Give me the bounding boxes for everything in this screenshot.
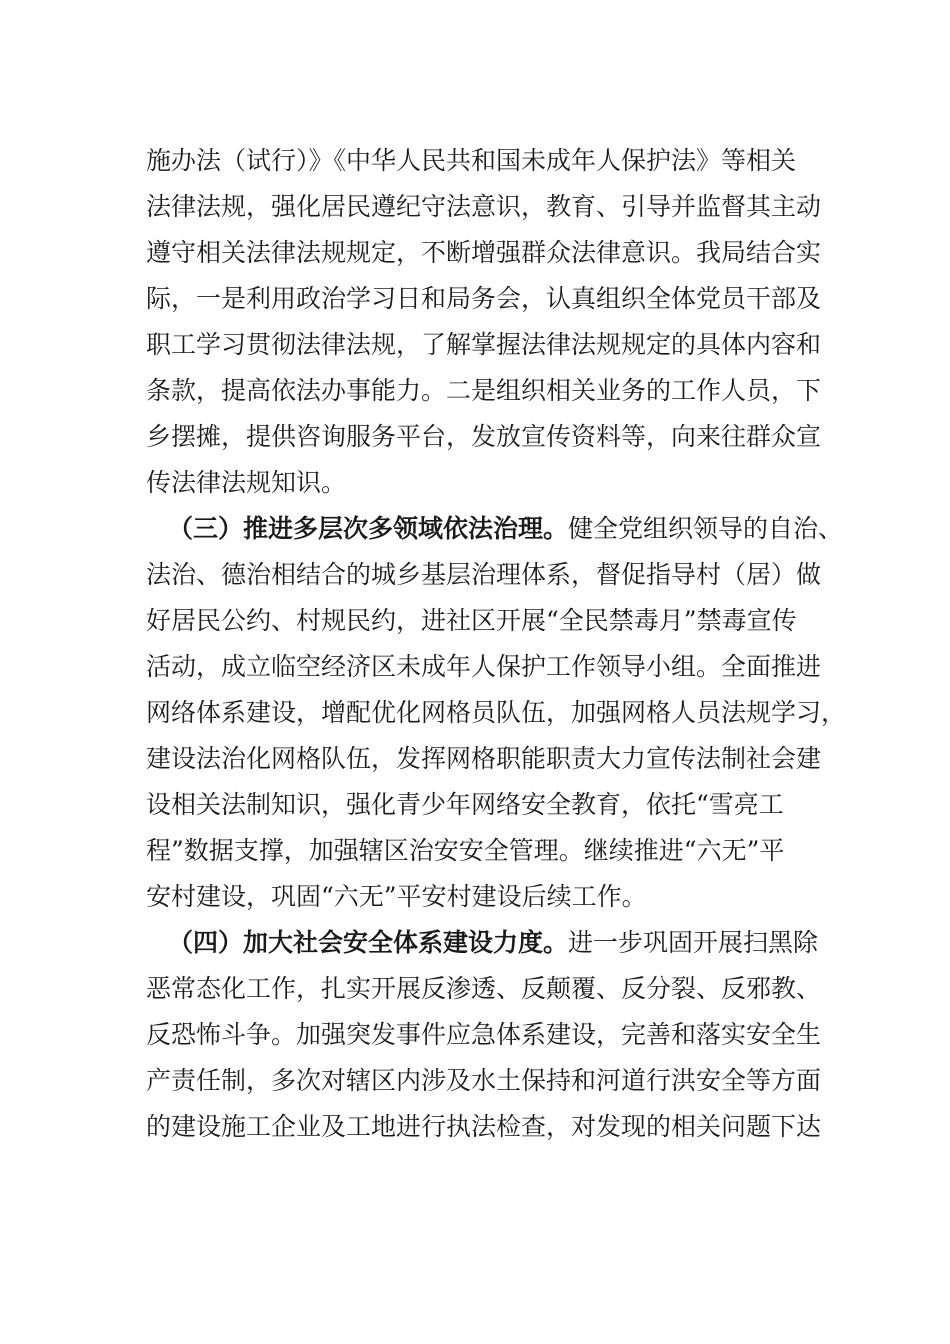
paragraph-line: 网络体系建设，增配优化网格员队伍，加强网格人员法规学习，: [146, 698, 847, 727]
paragraph-line: 恶常态化工作，扎实开展反渗透、反颠覆、反分裂、反邪教、: [146, 974, 822, 1003]
paragraph-line: 程”数据支撑，加强辖区治安安全管理。继续推进“六无”平: [146, 836, 785, 865]
paragraph-line: 活动，成立临空经济区未成年人保护工作领导小组。全面推进: [146, 652, 822, 681]
paragraph-line: 遵守相关法律法规规定，不断增强群众法律意识。我局结合实: [146, 238, 822, 267]
section-heading: （四）加大社会安全体系建设力度。: [168, 928, 569, 957]
paragraph-line: 职工学习贯彻法律法规，了解掌握法律法规规定的具体内容和: [146, 330, 822, 359]
section-first-text: 进一步巩固开展扫黑除: [568, 928, 819, 957]
section-heading: （三）推进多层次多领域依法治理。: [168, 514, 569, 543]
paragraph-line: 乡摆摊，提供咨询服务平台，发放宣传资料等，向来往群众宣: [146, 422, 822, 451]
section-first-line: [168, 509, 848, 549]
paragraph-line: 际，一是利用政治学习日和局务会，认真组织全体党员干部及: [146, 284, 822, 313]
paragraph-line: 产责任制，多次对辖区内涉及水土保持和河道行洪安全等方面: [146, 1066, 822, 1095]
paragraph-line: 条款，提高依法办事能力。二是组织相关业务的工作人员，下: [146, 376, 822, 405]
paragraph-line: 施办法（试行）》《中华人民共和国未成年人保护法》等相关: [146, 146, 797, 175]
section-first-line: [168, 923, 848, 963]
paragraph-line: 好居民公约、村规民约，进社区开展“全民禁毒月”禁毒宣传: [146, 606, 797, 635]
paragraph-line: 法律法规，强化居民遵纪守法意识，教育、引导并监督其主动: [146, 192, 822, 221]
paragraph-line: 安村建设，巩固“六无”平安村建设后续工作。: [146, 882, 647, 911]
paragraph-line: 传法律法规知识。: [146, 468, 347, 497]
paragraph-line: 建设法治化网格队伍，发挥网格职能职责大力宣传法制社会建: [146, 744, 822, 773]
section-first-text: 健全党组织领导的自治、: [568, 514, 844, 543]
paragraph-line: 设相关法制知识，强化青少年网络安全教育，依托“雪亮工: [146, 790, 784, 819]
paragraph-line: 的建设施工企业及工地进行执法检查，对发现的相关问题下达: [146, 1112, 822, 1141]
paragraph-line: 法治、德治相结合的城乡基层治理体系，督促指导村（居）做: [146, 560, 822, 589]
paragraph-line: 反恐怖斗争。加强突发事件应急体系建设，完善和落实安全生: [146, 1020, 822, 1049]
